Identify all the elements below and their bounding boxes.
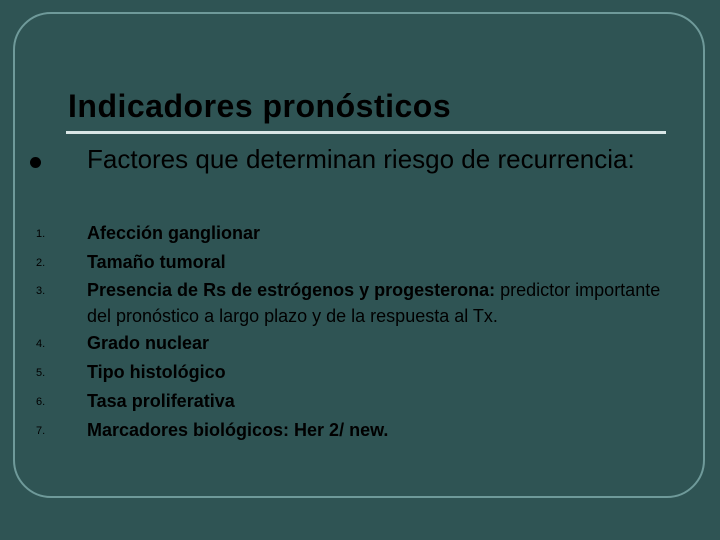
list-item-number: 6. <box>36 396 46 408</box>
list-item-label: Afección ganglionar <box>87 223 261 243</box>
list-item-label: Marcadores biológicos: Her 2/ new. <box>87 420 389 440</box>
list-item <box>36 248 686 277</box>
list-item <box>36 387 686 416</box>
list-item-label: Grado nuclear <box>87 333 210 353</box>
list-item-number: 2. <box>36 257 46 269</box>
list-item <box>36 277 686 329</box>
factor-list <box>36 219 686 445</box>
list-item-detail: predictor importante del pronóstico a largo plazo y de la respuesta al Tx. <box>87 280 661 326</box>
title-underline <box>66 131 666 134</box>
slide-title: Indicadores pronósticos <box>68 88 452 124</box>
list-item-label: Presencia de Rs de estrógenos y progesterona: <box>87 280 496 300</box>
list-item-number: 5. <box>36 367 46 379</box>
bullet-dot-icon <box>30 157 41 168</box>
list-item-number: 7. <box>36 425 46 437</box>
list-item-label: Tamaño tumoral <box>87 252 226 272</box>
list-item <box>36 358 686 387</box>
list-item <box>36 416 686 445</box>
list-item-number: 1. <box>36 228 46 240</box>
list-item-label: Tipo histológico <box>87 362 226 382</box>
list-item-number: 3. <box>36 285 46 297</box>
bullet-text: Factores que determinan riesgo de recurrencia: <box>87 144 635 174</box>
list-item <box>36 219 686 248</box>
list-item <box>36 329 686 358</box>
list-item-number: 4. <box>36 338 46 350</box>
list-item-label: Tasa proliferativa <box>87 391 235 411</box>
